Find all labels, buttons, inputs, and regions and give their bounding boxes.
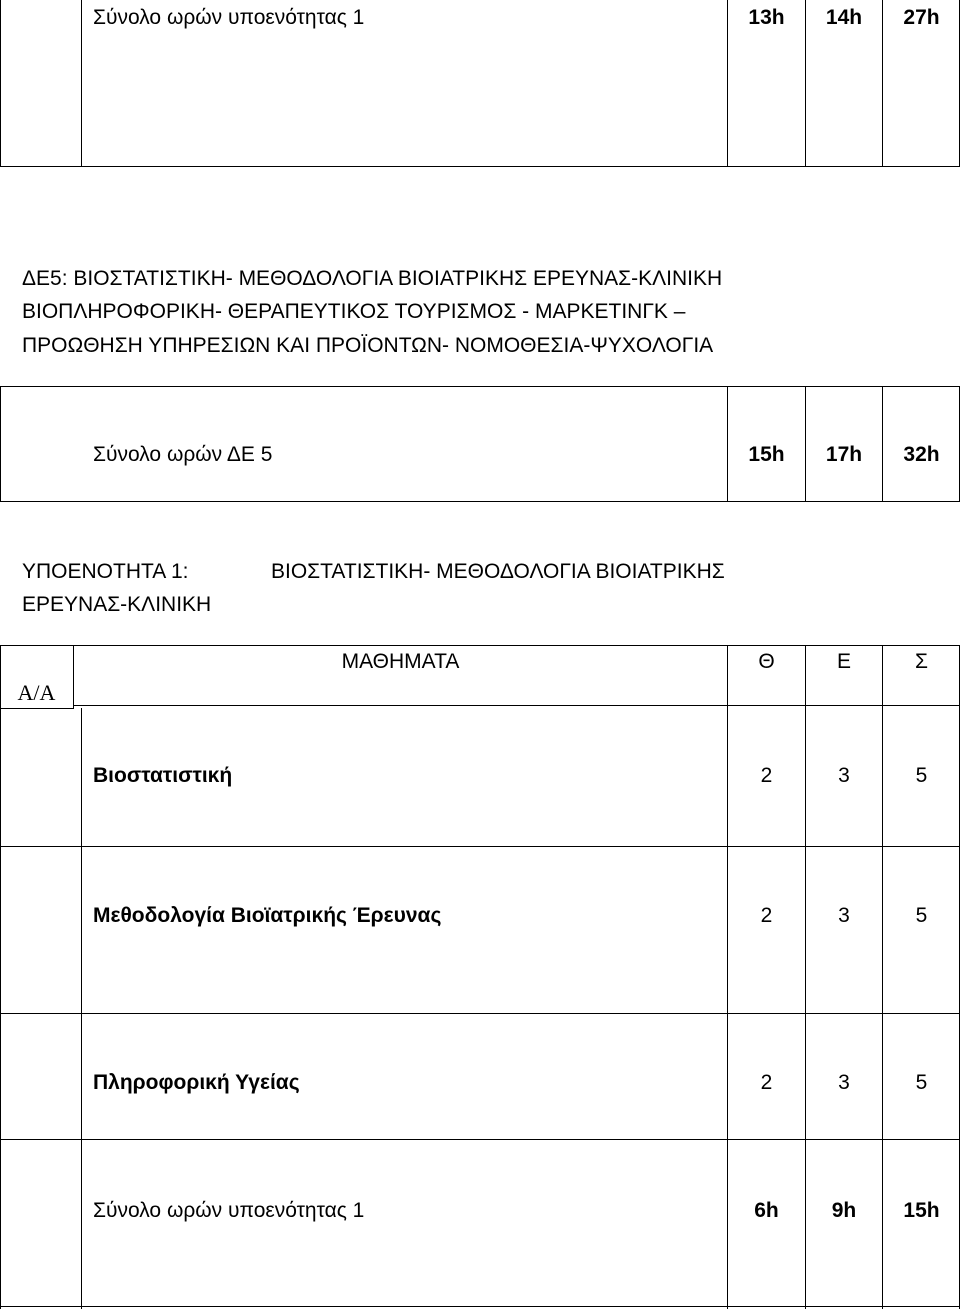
- subject-name: Πληροφορική Υγείας: [93, 1071, 300, 1094]
- header-e: Ε: [836, 650, 851, 673]
- prev-subunit-theory-hours: 13h: [748, 6, 785, 29]
- aa-cell-border: [0, 708, 74, 709]
- header-aa: Α/Α: [17, 680, 56, 705]
- subject-theta: 2: [760, 764, 773, 787]
- row-border: [0, 1013, 960, 1014]
- subject-sigma: 5: [915, 904, 928, 927]
- subject-sigma: 5: [915, 764, 928, 787]
- module-heading-line: ΒΙΟΠΛΗΡΟΦΟΡΙΚΗ- ΘΕΡΑΠΕΥΤΙΚΟΣ ΤΟΥΡΙΣΜΟΣ - ΜΑΡΚΕΤΙΝΓΚ –: [22, 300, 686, 323]
- subject-e: 3: [838, 1071, 850, 1094]
- subject-e: 3: [838, 764, 850, 787]
- subject-theta: 2: [760, 904, 773, 927]
- subject-sigma: 5: [915, 1071, 928, 1094]
- row-border: [0, 1139, 960, 1140]
- subunit-prefix: ΥΠΟΕΝΟΤΗΤΑ 1:: [22, 560, 189, 583]
- subunit-total-label: Σύνολο ωρών υποενότητας 1: [93, 1199, 365, 1222]
- module-theory-hours: 15h: [748, 443, 785, 466]
- module-heading-line: ΠΡΟΩΘΗΣΗ ΥΠΗΡΕΣΙΩΝ ΚΑΙ ΠΡΟΪΟΝΤΩΝ- ΝΟΜΟΘΕΣΙΑ-ΨΥΧΟΛΟΓΙΑ: [22, 334, 714, 357]
- prev-subunit-total-label: Σύνολο ωρών υποενότητας 1: [93, 6, 365, 29]
- row-border: [0, 846, 960, 847]
- row-border: [0, 1306, 960, 1307]
- subunit-title: ΒΙΟΣΤΑΤΙΣΤΙΚΗ- ΜΕΘΟΔΟΛΟΓΙΑ ΒΙΟΙΑΤΡΙΚΗΣ: [271, 560, 725, 583]
- subject-name: Μεθοδολογία Βιοϊατρικής Έρευνας: [93, 904, 442, 927]
- subunit-title-continued: ΕΡΕΥΝΑΣ-ΚΛΙΝΙΚΗ: [22, 593, 212, 616]
- module-lab-hours: 17h: [825, 443, 863, 466]
- module-heading-line: ΔΕ5: ΒΙΟΣΤΑΤΙΣΤΙΚΗ- ΜΕΘΟΔΟΛΟΓΙΑ ΒΙΟΙΑΤΡΙΚΗΣ ΕΡΕΥΝΑΣ-ΚΛΙΝΙΚΗ: [22, 267, 723, 290]
- subject-theta: 2: [760, 1071, 773, 1094]
- subject-name: Βιοστατιστική: [93, 764, 233, 787]
- module-total-label: Σύνολο ωρών ΔΕ 5: [93, 443, 273, 466]
- subunit-total-hours: 15h: [903, 1199, 940, 1222]
- prev-subunit-total-hours: 27h: [903, 6, 940, 29]
- table-divider: [81, 0, 82, 166]
- subject-e: 3: [838, 904, 850, 927]
- subunit-lab-hours: 9h: [831, 1199, 857, 1222]
- subunit-theory-hours: 6h: [754, 1199, 779, 1222]
- header-sigma: Σ: [915, 650, 928, 673]
- header-subjects: ΜΑΘΗΜΑΤΑ: [341, 650, 460, 673]
- table-divider: [81, 708, 82, 1309]
- prev-subunit-lab-hours: 14h: [825, 6, 863, 29]
- header-row-border: [73, 705, 960, 706]
- header-theta: Θ: [758, 650, 775, 673]
- module-total-hours: 32h: [903, 443, 940, 466]
